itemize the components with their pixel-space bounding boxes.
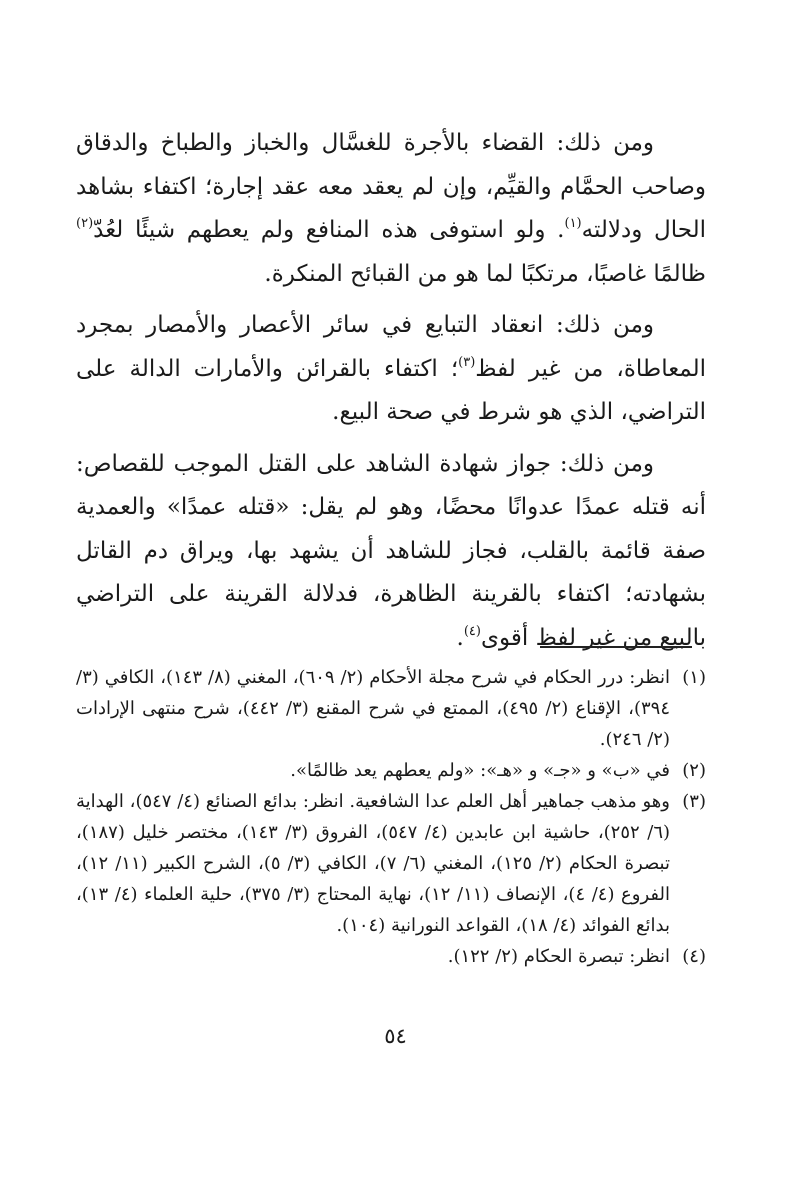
footnote-text: وهو مذهب جماهير أهل العلم عدا الشافعية. انظر: بدائع الصنائع (٤/ ٥٤٧)، الهداية (٦/ ٢٥٢)، حاشية ابن عابدين (٤/ ٥٤٧)، الفروق (٣/ ١٤٣)، مختصر خليل (١٨٧)، تبصرة الحكام (٢/ ١٢٥)، المغني (٦/ ٧)، الكافي (٣/ ٥)، الشرح الكبير (١١/ ١٢)، الفروع (٤/ ٤)، الإنصاف (١١/ ١٢)، نهاية المحتاج (٣/ ٣٧٥)، حلية العلماء (٤/ ١٣)، بدائع الفوائد (٤/ ١٨)، القواعد النورانية (١٠٤). [76, 791, 671, 936]
paragraph-text: . [456, 624, 464, 651]
paragraph-text: . ولو استوفى هذه المنافع ولم يعطهم شيئًا لعُدّ [93, 217, 565, 243]
footnote-separator [540, 646, 692, 648]
footnote [76, 755, 706, 786]
footnote [76, 662, 706, 755]
footnote-text: في «ب» و «جـ» و «هـ»: «ولم يعطهم يعد ظالمًا». [290, 760, 670, 781]
main-text [76, 122, 706, 668]
footnote-marker: (٢) [682, 760, 706, 781]
paragraph-text: ومن ذلك: جواز شهادة الشاهد على القتل الموجب للقصاص: أنه قتله عمدًا عدوانًا محضًا، وهو لم يقل: «قتله عمدًا» والعمدية صفة قائمة بالقلب، فجاز للشاهد أن يشهد بها، ويراق دم القاتل بشهادته؛ اكتفاء بالقرينة الظاهرة، فدلالة القرينة على التراضي بالبيع من غير لفظ أقوى [76, 450, 706, 651]
paragraph [76, 122, 706, 296]
paragraph-text: ؛ اكتفاء بالقرائن والأمارات الدالة على التراضي، الذي هو شرط في صحة البيع. [76, 355, 706, 425]
footnotes [76, 662, 706, 972]
footnote [76, 786, 706, 941]
paragraph [76, 304, 706, 435]
footnote-text: انظر: تبصرة الحكام (٢/ ١٢٢). [447, 946, 670, 967]
footnote-reference: (٤) [463, 623, 481, 639]
paragraph [76, 443, 706, 661]
paragraph-text: ومن ذلك: القضاء بالأجرة للغسَّال والخباز والطباخ والدقاق وصاحب الحمَّام والقيِّم، وإن لم يعقد معه عقد إجارة؛ اكتفاء بشاهد الحال ودلالته [76, 130, 706, 243]
footnote-marker: (١) [682, 667, 706, 688]
paragraph-text: ومن ذلك: انعقاد التبايع في سائر الأعصار والأمصار بمجرد المعاطاة، من غير لفظ [76, 312, 706, 382]
footnote-reference: (١) [564, 216, 582, 231]
page-number: ٥٤ [384, 1024, 407, 1048]
footnote-reference: (٢) [76, 216, 94, 231]
footnote-marker: (٤) [682, 946, 706, 967]
paragraph-text: ظالمًا غاصبًا، مرتكبًا لما هو من القبائح المنكرة. [264, 260, 706, 287]
footnote-marker: (٣) [682, 791, 706, 812]
footnote-reference: (٣) [458, 354, 476, 370]
footnote-text: انظر: درر الحكام في شرح مجلة الأحكام (٢/ ٦٠٩)، المغني (٨/ ١٤٣)، الكافي (٣/ ٣٩٤)، الإقناع (٢/ ٤٩٥)، الممتع في شرح المقنع (٣/ ٤٤٢)، شرح منتهى الإرادات (٢/ ٢٤٦). [76, 667, 670, 750]
footnote [76, 941, 706, 972]
